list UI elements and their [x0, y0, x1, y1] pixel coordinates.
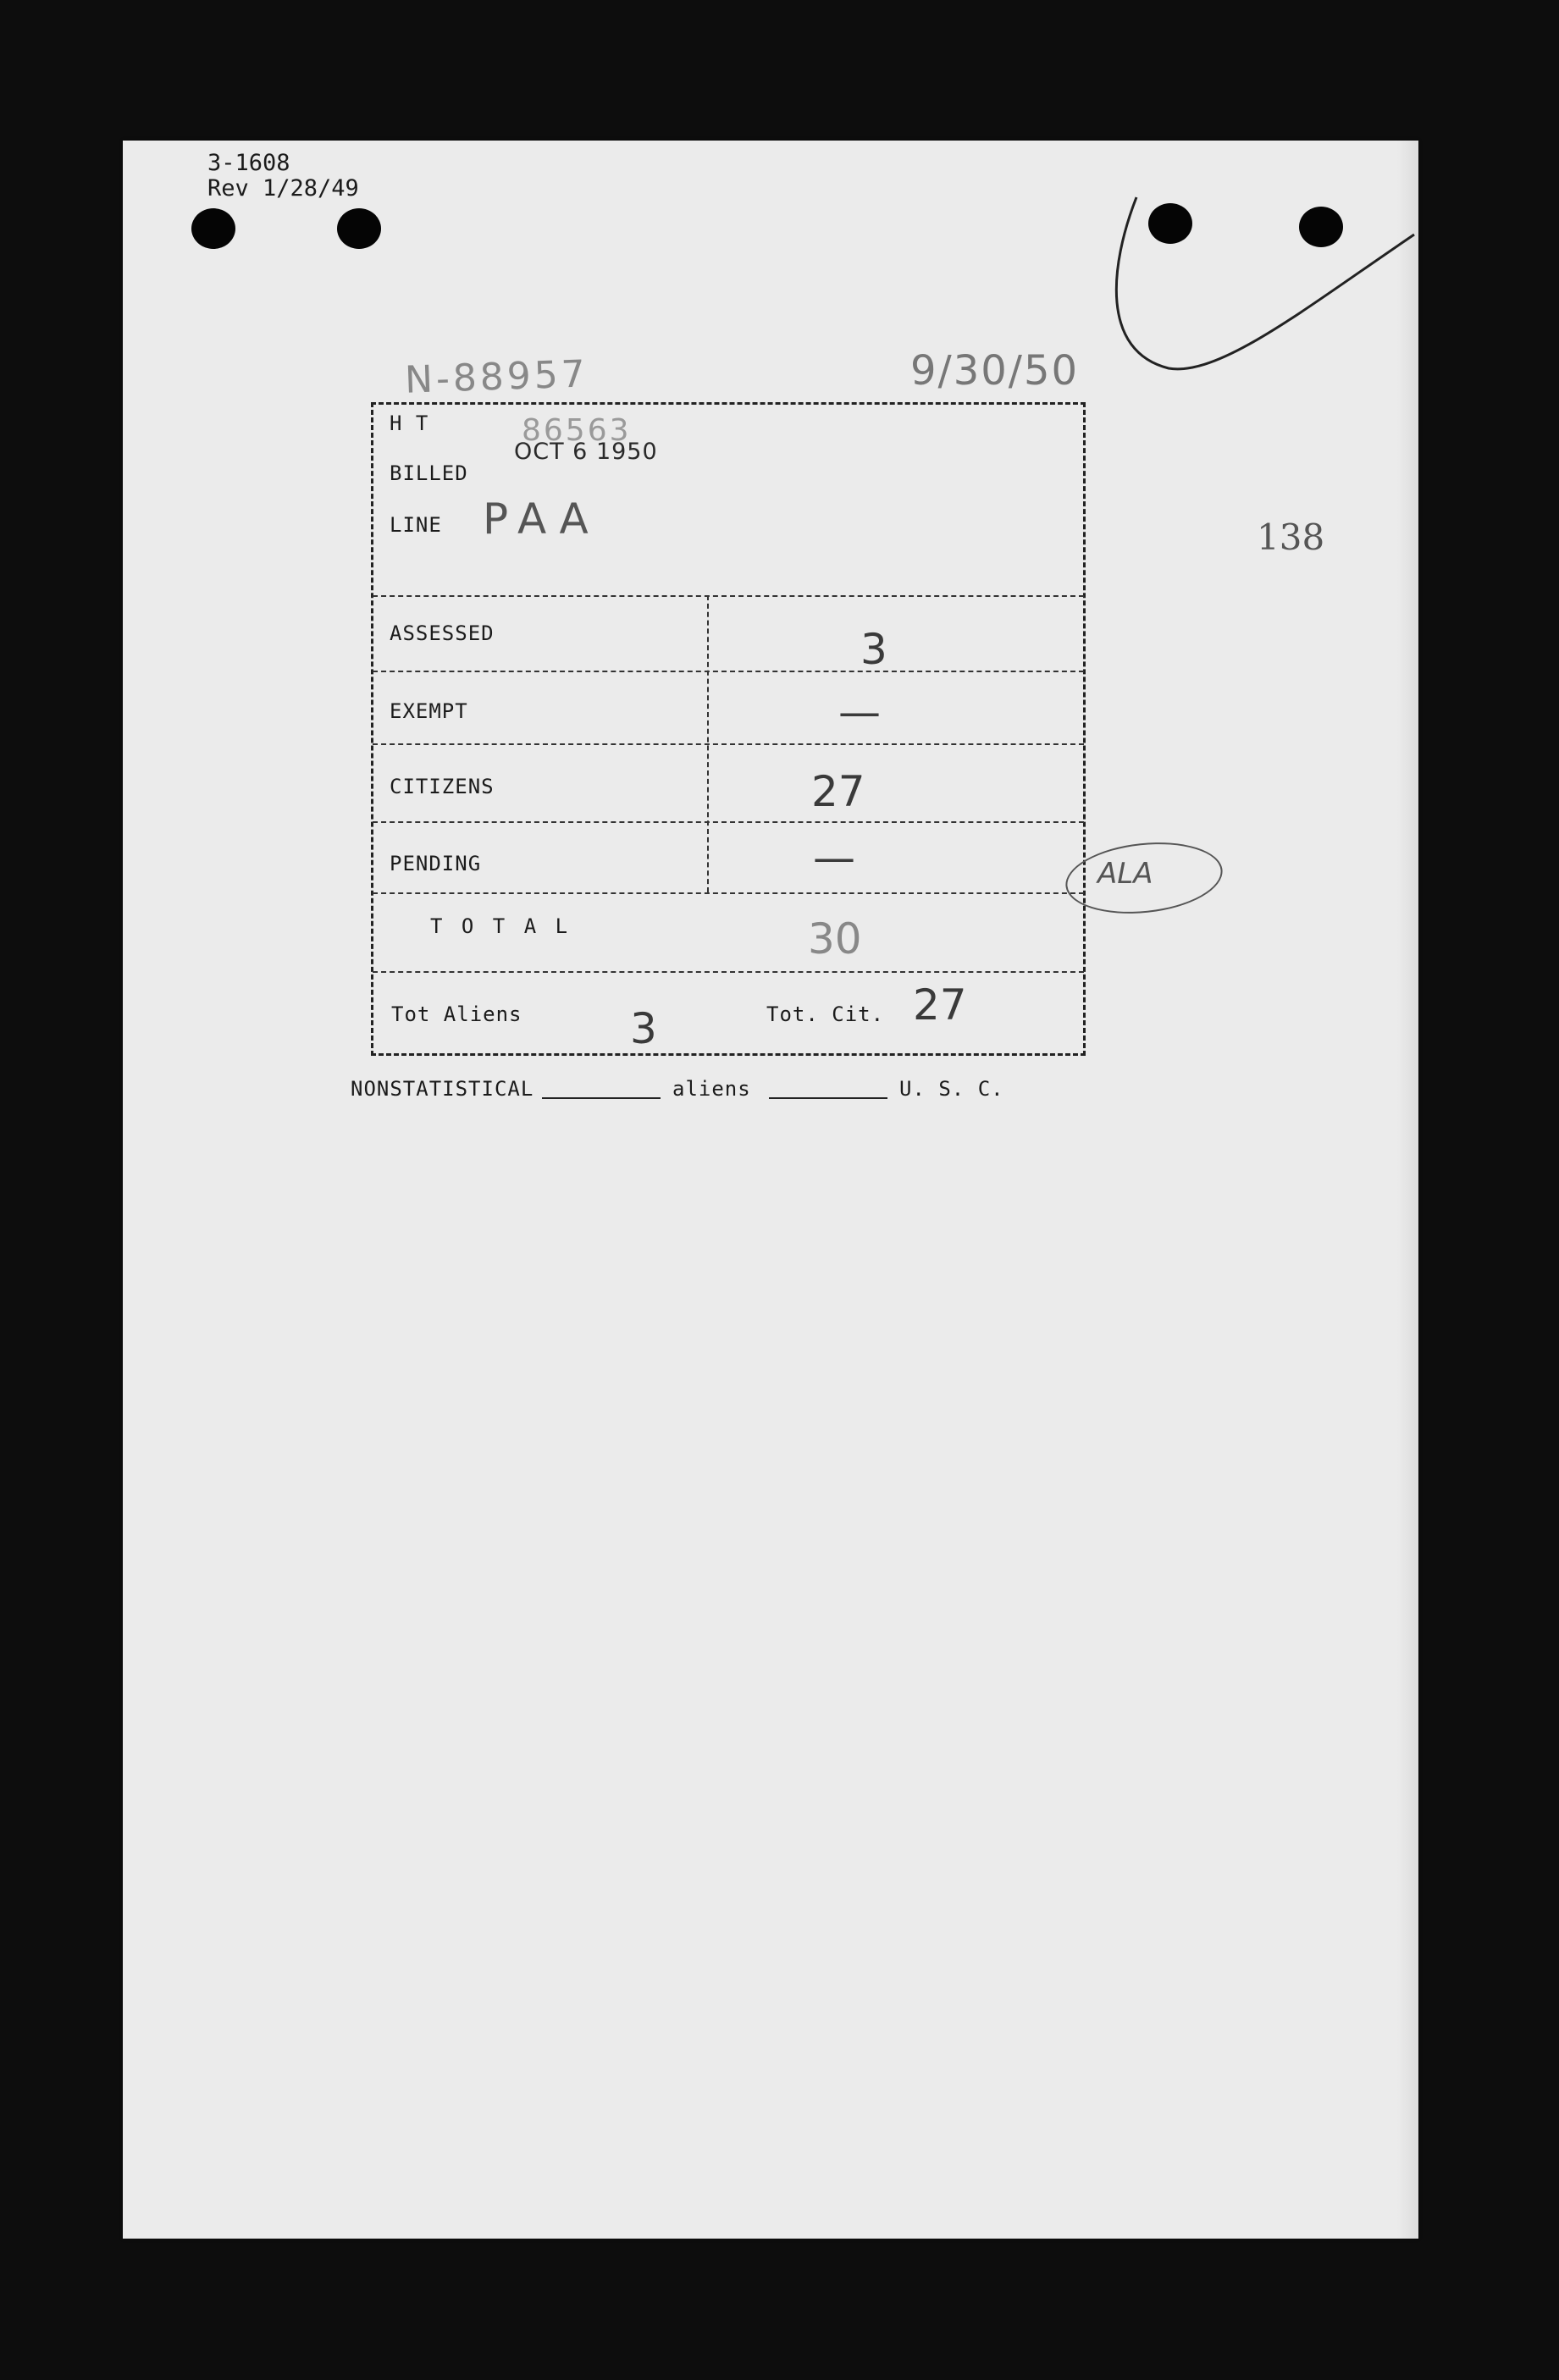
form-number-block: [207, 151, 359, 202]
line-label: LINE: [390, 513, 442, 537]
row-value-exempt: —: [838, 687, 881, 737]
row-label-citizens: CITIZENS: [390, 775, 495, 798]
tally-form-box: [371, 402, 1086, 1056]
tot-cit-label: Tot. Cit.: [766, 1002, 885, 1026]
underlay-number: 86563: [522, 413, 632, 448]
nonstat-usc-label: U. S. C.: [899, 1077, 1004, 1101]
line-value: PAA: [483, 494, 600, 544]
nonstat-blank-1: [542, 1097, 661, 1099]
divider-total: [373, 971, 1084, 973]
punch-hole-2: [337, 208, 381, 249]
manifest-date: 9/30/50: [910, 347, 1080, 395]
nonstat-label: NONSTATISTICAL: [351, 1077, 534, 1101]
manifest-number: N-88957: [404, 352, 589, 402]
form-revision: Rev 1/28/49: [207, 175, 359, 202]
tot-aliens-value: 3: [630, 1004, 657, 1053]
row-label-exempt: EXEMPT: [390, 699, 468, 723]
divider-row-3: [373, 821, 1084, 823]
page-number: 138: [1257, 516, 1325, 558]
nonstat-aliens-label: aliens: [672, 1077, 751, 1101]
row-value-citizens: 27: [811, 767, 865, 816]
row-value-assessed: 3: [860, 625, 887, 674]
punch-hole-1: [191, 208, 235, 249]
ht-label: H T: [390, 411, 429, 435]
nonstat-blank-2: [769, 1097, 887, 1099]
divider-row-4: [373, 892, 1084, 894]
divider-row-1: [373, 671, 1084, 672]
form-number: 3-1608: [207, 150, 290, 176]
total-value: 30: [808, 914, 862, 964]
billed-label: BILLED: [390, 461, 468, 485]
column-divider: [707, 595, 709, 892]
page-edge: [1397, 141, 1418, 2239]
total-label: T O T A L: [430, 914, 572, 938]
row-value-pending: —: [813, 833, 855, 882]
tot-cit-value: 27: [913, 980, 967, 1030]
divider-row-2: [373, 743, 1084, 745]
initials: ALA: [1097, 857, 1153, 891]
divider-header: [373, 595, 1084, 597]
row-label-pending: PENDING: [390, 852, 482, 875]
row-label-assessed: ASSESSED: [390, 621, 495, 645]
corner-curve-mark: [1109, 191, 1423, 385]
tot-aliens-label: Tot Aliens: [391, 1002, 522, 1026]
billed-date-stamp: OCT 6 1950: [514, 439, 658, 465]
